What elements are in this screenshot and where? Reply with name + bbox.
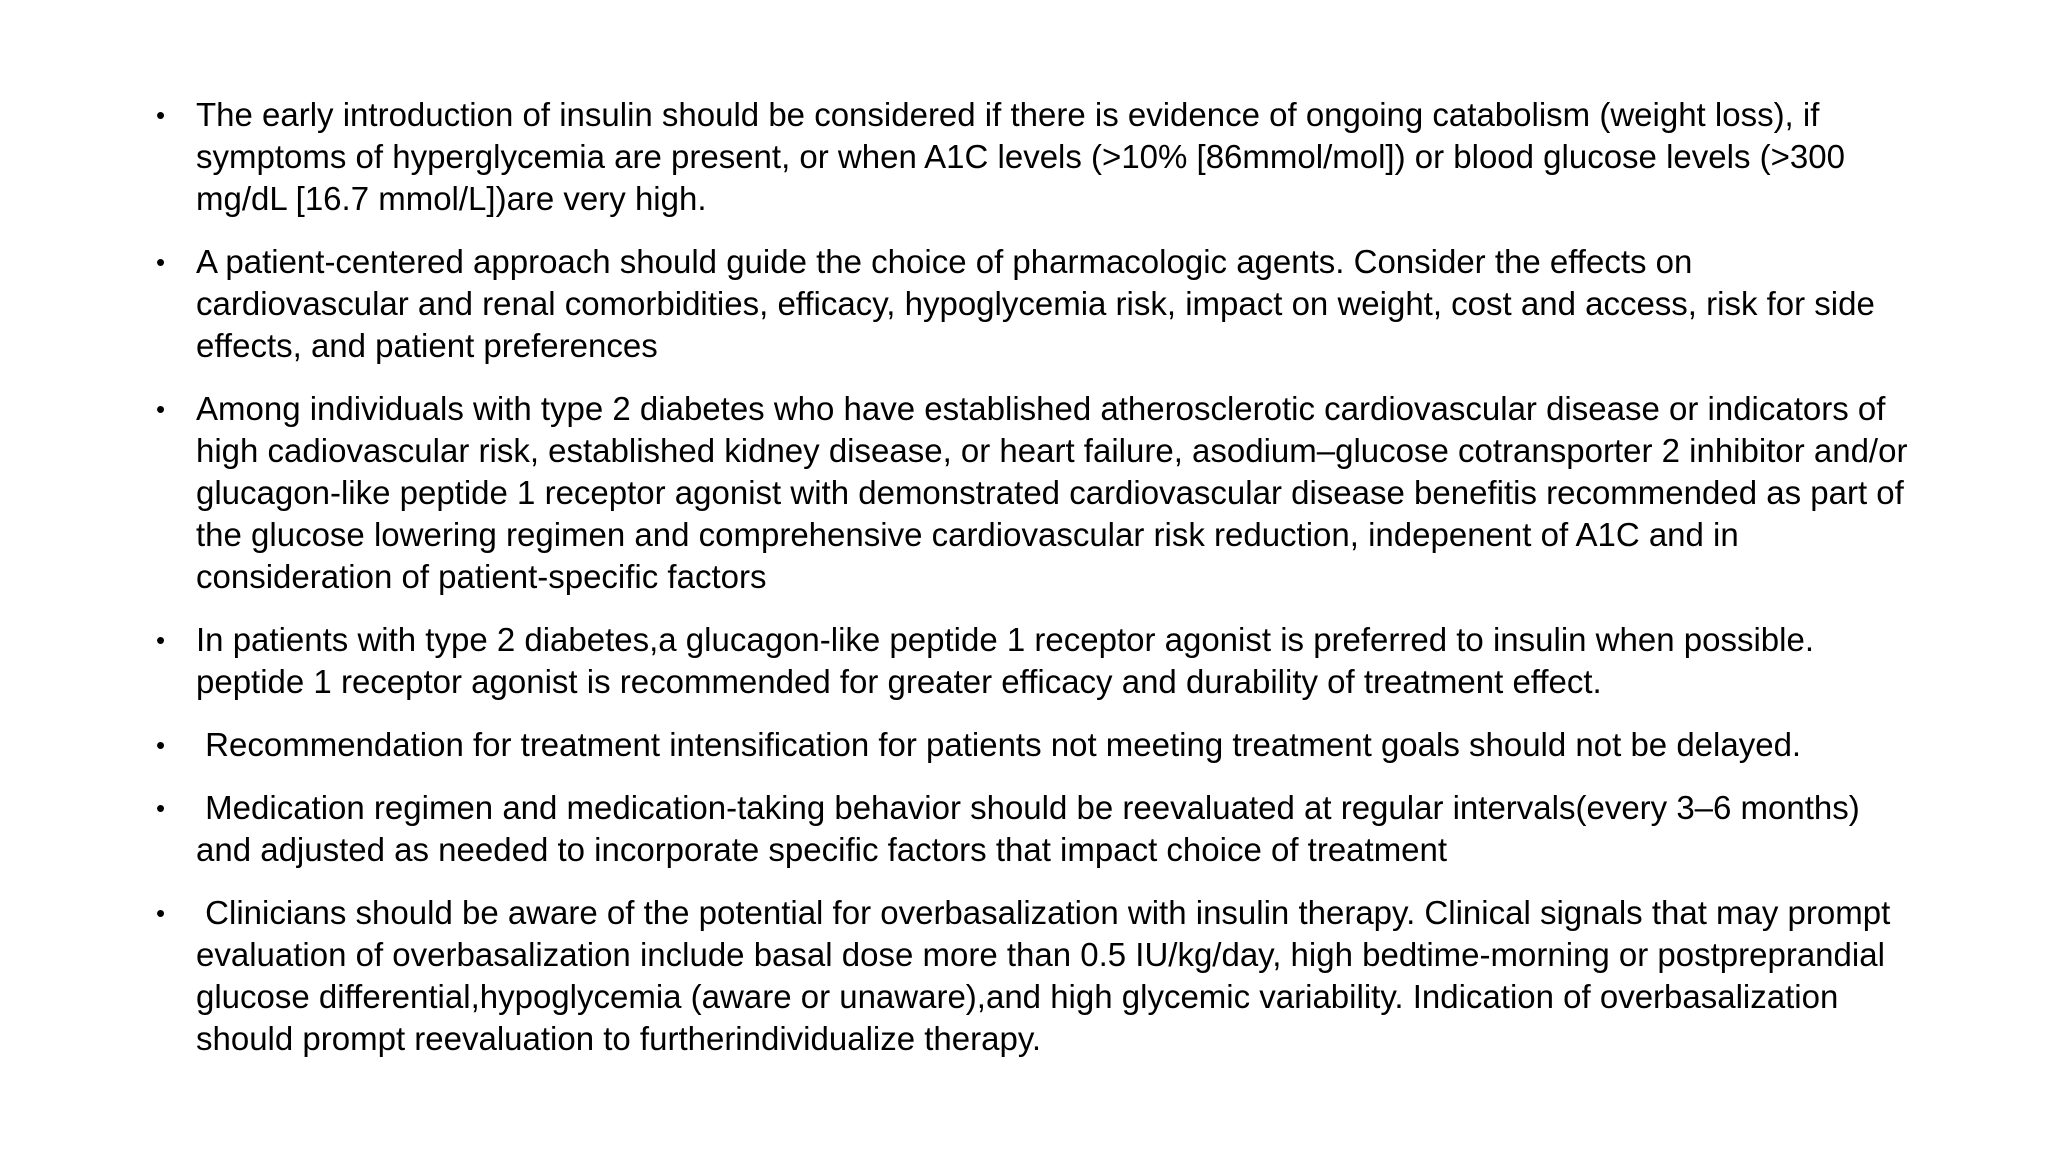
bullet-marker: • [156,793,166,823]
bullet-text-treatment-intensification: Recommendation for treatment intensification for patients not meeting treatment goals should not be delayed. [196,726,1802,763]
bullet-text-cardiovascular-disease: Among individuals with type 2 diabetes who have established atherosclerotic cardiovascular disease or indicators of high cadiovascular risk, established kidney disease, or heart failure, asodium–glucose cotransporter 2 inhibitor and/or glucagon-like peptide 1 receptor agonist with demonstrated cardiovascular disease benefitis recommended as part of the glucose lowering regimen and comprehensive cardiovascular risk reduction, indepenent of A1C and in consideration of patient-specific factors [196,390,1917,595]
bullet-text-medication-reevaluation: Medication regimen and medication-taking behavior should be reevaluated at regular intervals(every 3–6 months) and adjusted as needed to incorporate specific factors that impact choice of treatment [196,789,1869,868]
bullet-list [152,94,1917,1081]
bullet-text-patient-centered-approach: A patient-centered approach should guide the choice of pharmacologic agents. Consider the effects on cardiovascular and renal comorbidities, efficacy, hypoglycemia risk, impact on weight, cost and access, risk for side effects, and patient preferences [196,243,1885,364]
bullet-item-1 [152,94,1912,220]
bullet-text-insulin-introduction: The early introduction of insulin should be considered if there is evidence of ongoing catabolism (weight loss), if symptoms of hyperglycemia are present, or when A1C levels (>10% [86mmol/mol]) or blood glucose levels (>300 mg/dL [16.7 mmol/L])are very high. [196,96,1855,217]
bullet-item-4 [152,619,1912,703]
bullet-marker: • [156,625,166,655]
bullet-marker: • [156,730,166,760]
bullet-item-6 [152,787,1912,871]
bullet-text-overbasalization: Clinicians should be aware of the potential for overbasalization with insulin therapy. Clinical signals that may prompt evaluation of overbasalization include basal dose more than 0.5 IU/kg/day, high bedtime-morning or postpreprandial glucose differential,hypoglycemia (aware or unaware),and high glycemic variability. Indication of overbasalization should prompt reevaluation to furtherindividualize therapy. [196,894,1900,1057]
bullet-item-2 [152,241,1912,367]
bullet-text-glp1-preferred: In patients with type 2 diabetes,a glucagon-like peptide 1 receptor agonist is preferred to insulin when possible. peptide 1 receptor agonist is recommended for greater efficacy and durability of treatment effect. [196,621,1824,700]
bullet-item-3 [152,388,1917,598]
bullet-marker: • [156,898,166,928]
bullet-item-5 [152,724,1912,766]
bullet-marker: • [156,100,166,130]
bullet-item-7 [152,892,1912,1060]
bullet-marker: • [156,247,166,277]
bullet-marker: • [156,394,166,424]
